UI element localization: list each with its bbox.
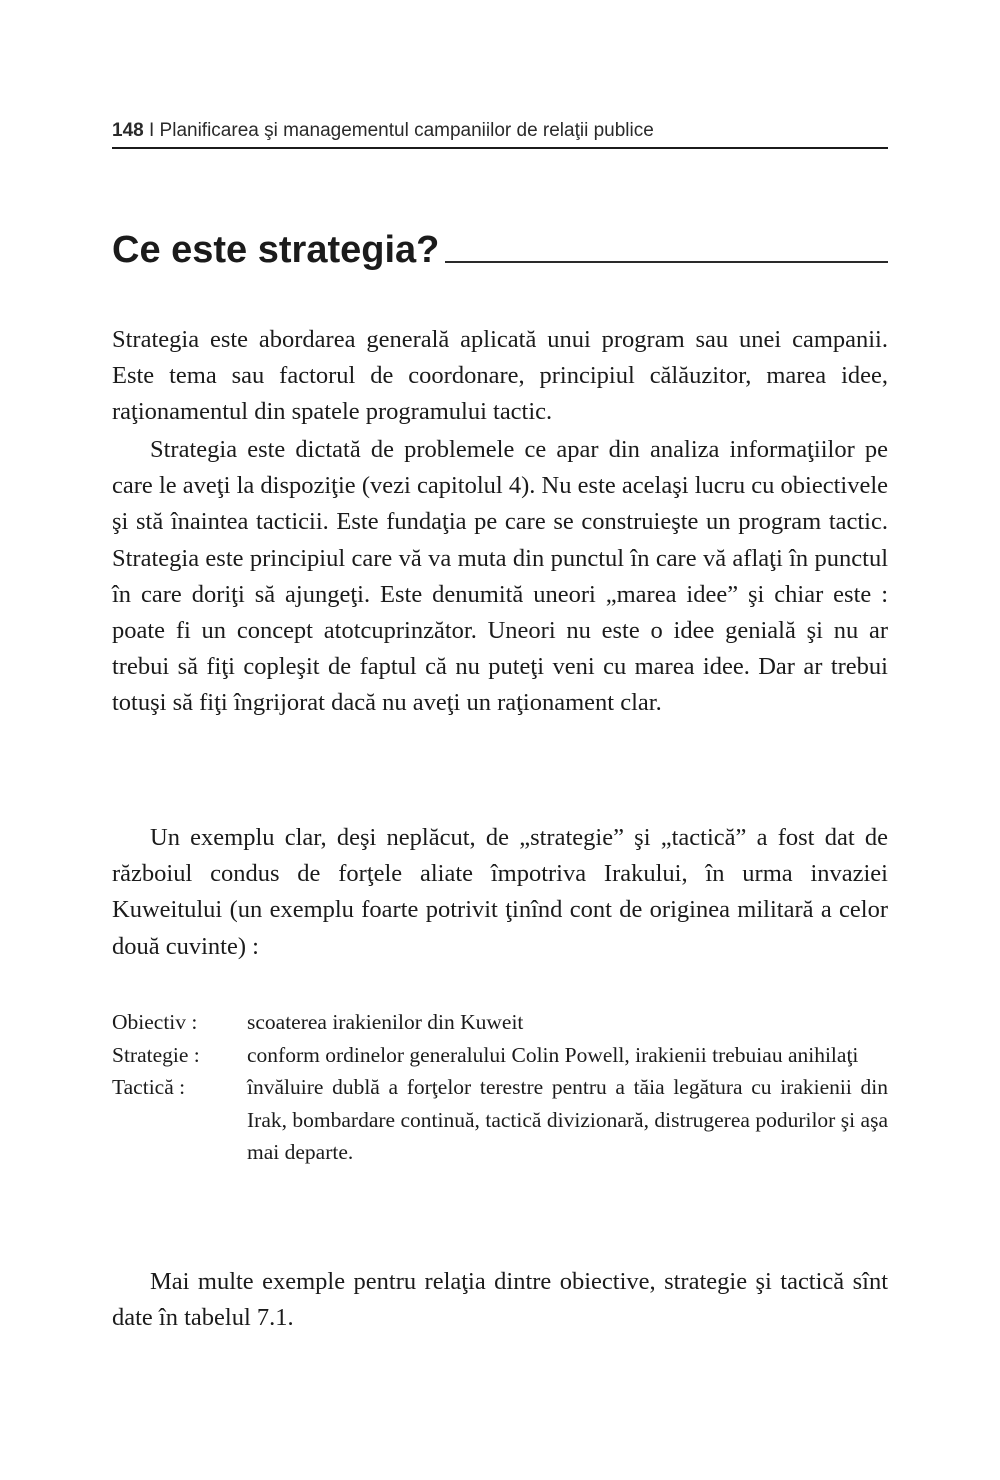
running-header	[112, 118, 888, 144]
definition-description: învăluire dublă a forţelor terestre pentru a tăia legătura cu irakienii din Irak, bombardare continuă, tactică divizionară, distrugerea podurilor şi aşa mai departe.	[247, 1075, 888, 1164]
running-title: Planificarea şi managementul campaniilor de relaţii publice	[159, 120, 654, 141]
section-title: Ce este strategia?	[112, 229, 440, 271]
definition-list	[112, 1006, 888, 1169]
paragraph-2: Strategia este dictată de problemele ce apar din analiza informaţiilor pe care le aveţi la dispoziţie (vezi capitolul 4). Nu este acelaşi lucru cu obiectivele şi stă înaintea tacticii. Este fundaţia pe care se construieşte un program tactic. Strategia este principiul care vă va muta din punctul în care vă aflaţi în punctul în care doriţi să ajungeţi. Este denumită uneori „marea idee” şi chiar este : poate fi un concept atotcuprinzător. Uneori nu este o idee genială şi nu ar trebui să fiţi copleşit de faptul că nu puteţi veni cu marea idee. Dar ar trebui totuşi să fiţi îngrijorat dacă nu aveţi un raţionament clar.	[112, 436, 888, 717]
header-separator: I	[148, 120, 155, 141]
page-number: 148	[112, 120, 144, 141]
title-rule	[445, 261, 888, 263]
paragraph-2-block	[112, 432, 888, 722]
paragraph-4: Mai multe exemple pentru relaţia dintre obiective, strategie şi tactică sînt date în tabelul 7.1.	[112, 1268, 888, 1332]
paragraph-4-block	[112, 1264, 888, 1336]
paragraph-3: Un exemplu clar, deşi neplăcut, de „strategie” şi „tactică” a fost dat de războiul condus de forţele aliate împotriva Irakului, în urma invaziei Kuweitului (un exemplu foarte potrivit ţinînd cont de originea militară a celor două cuvinte) :	[112, 824, 888, 960]
paragraph-1: Strategia este abordarea generală aplicată unui program sau unei campanii. Este tema sau factorul de coordonare, principiul călăuzitor, marea idee, raţionamentul din spatele programului tactic.	[112, 326, 888, 426]
definition-row-objectiv	[112, 1006, 888, 1039]
definition-term: Tactică :	[112, 1075, 186, 1099]
header-rule	[112, 147, 888, 149]
paragraph-1-block	[112, 322, 888, 431]
definition-row-tactica	[112, 1071, 888, 1169]
definition-term: Obiectiv :	[112, 1010, 198, 1034]
paragraph-3-block	[112, 820, 888, 965]
definition-row-strategie	[112, 1039, 888, 1072]
definition-description: conform ordinelor generalului Colin Powell, irakienii trebuiau anihilaţi	[247, 1042, 859, 1067]
section-heading	[112, 222, 888, 272]
definition-description: scoaterea irakienilor din Kuweit	[247, 1010, 524, 1034]
definition-term: Strategie :	[112, 1042, 200, 1067]
